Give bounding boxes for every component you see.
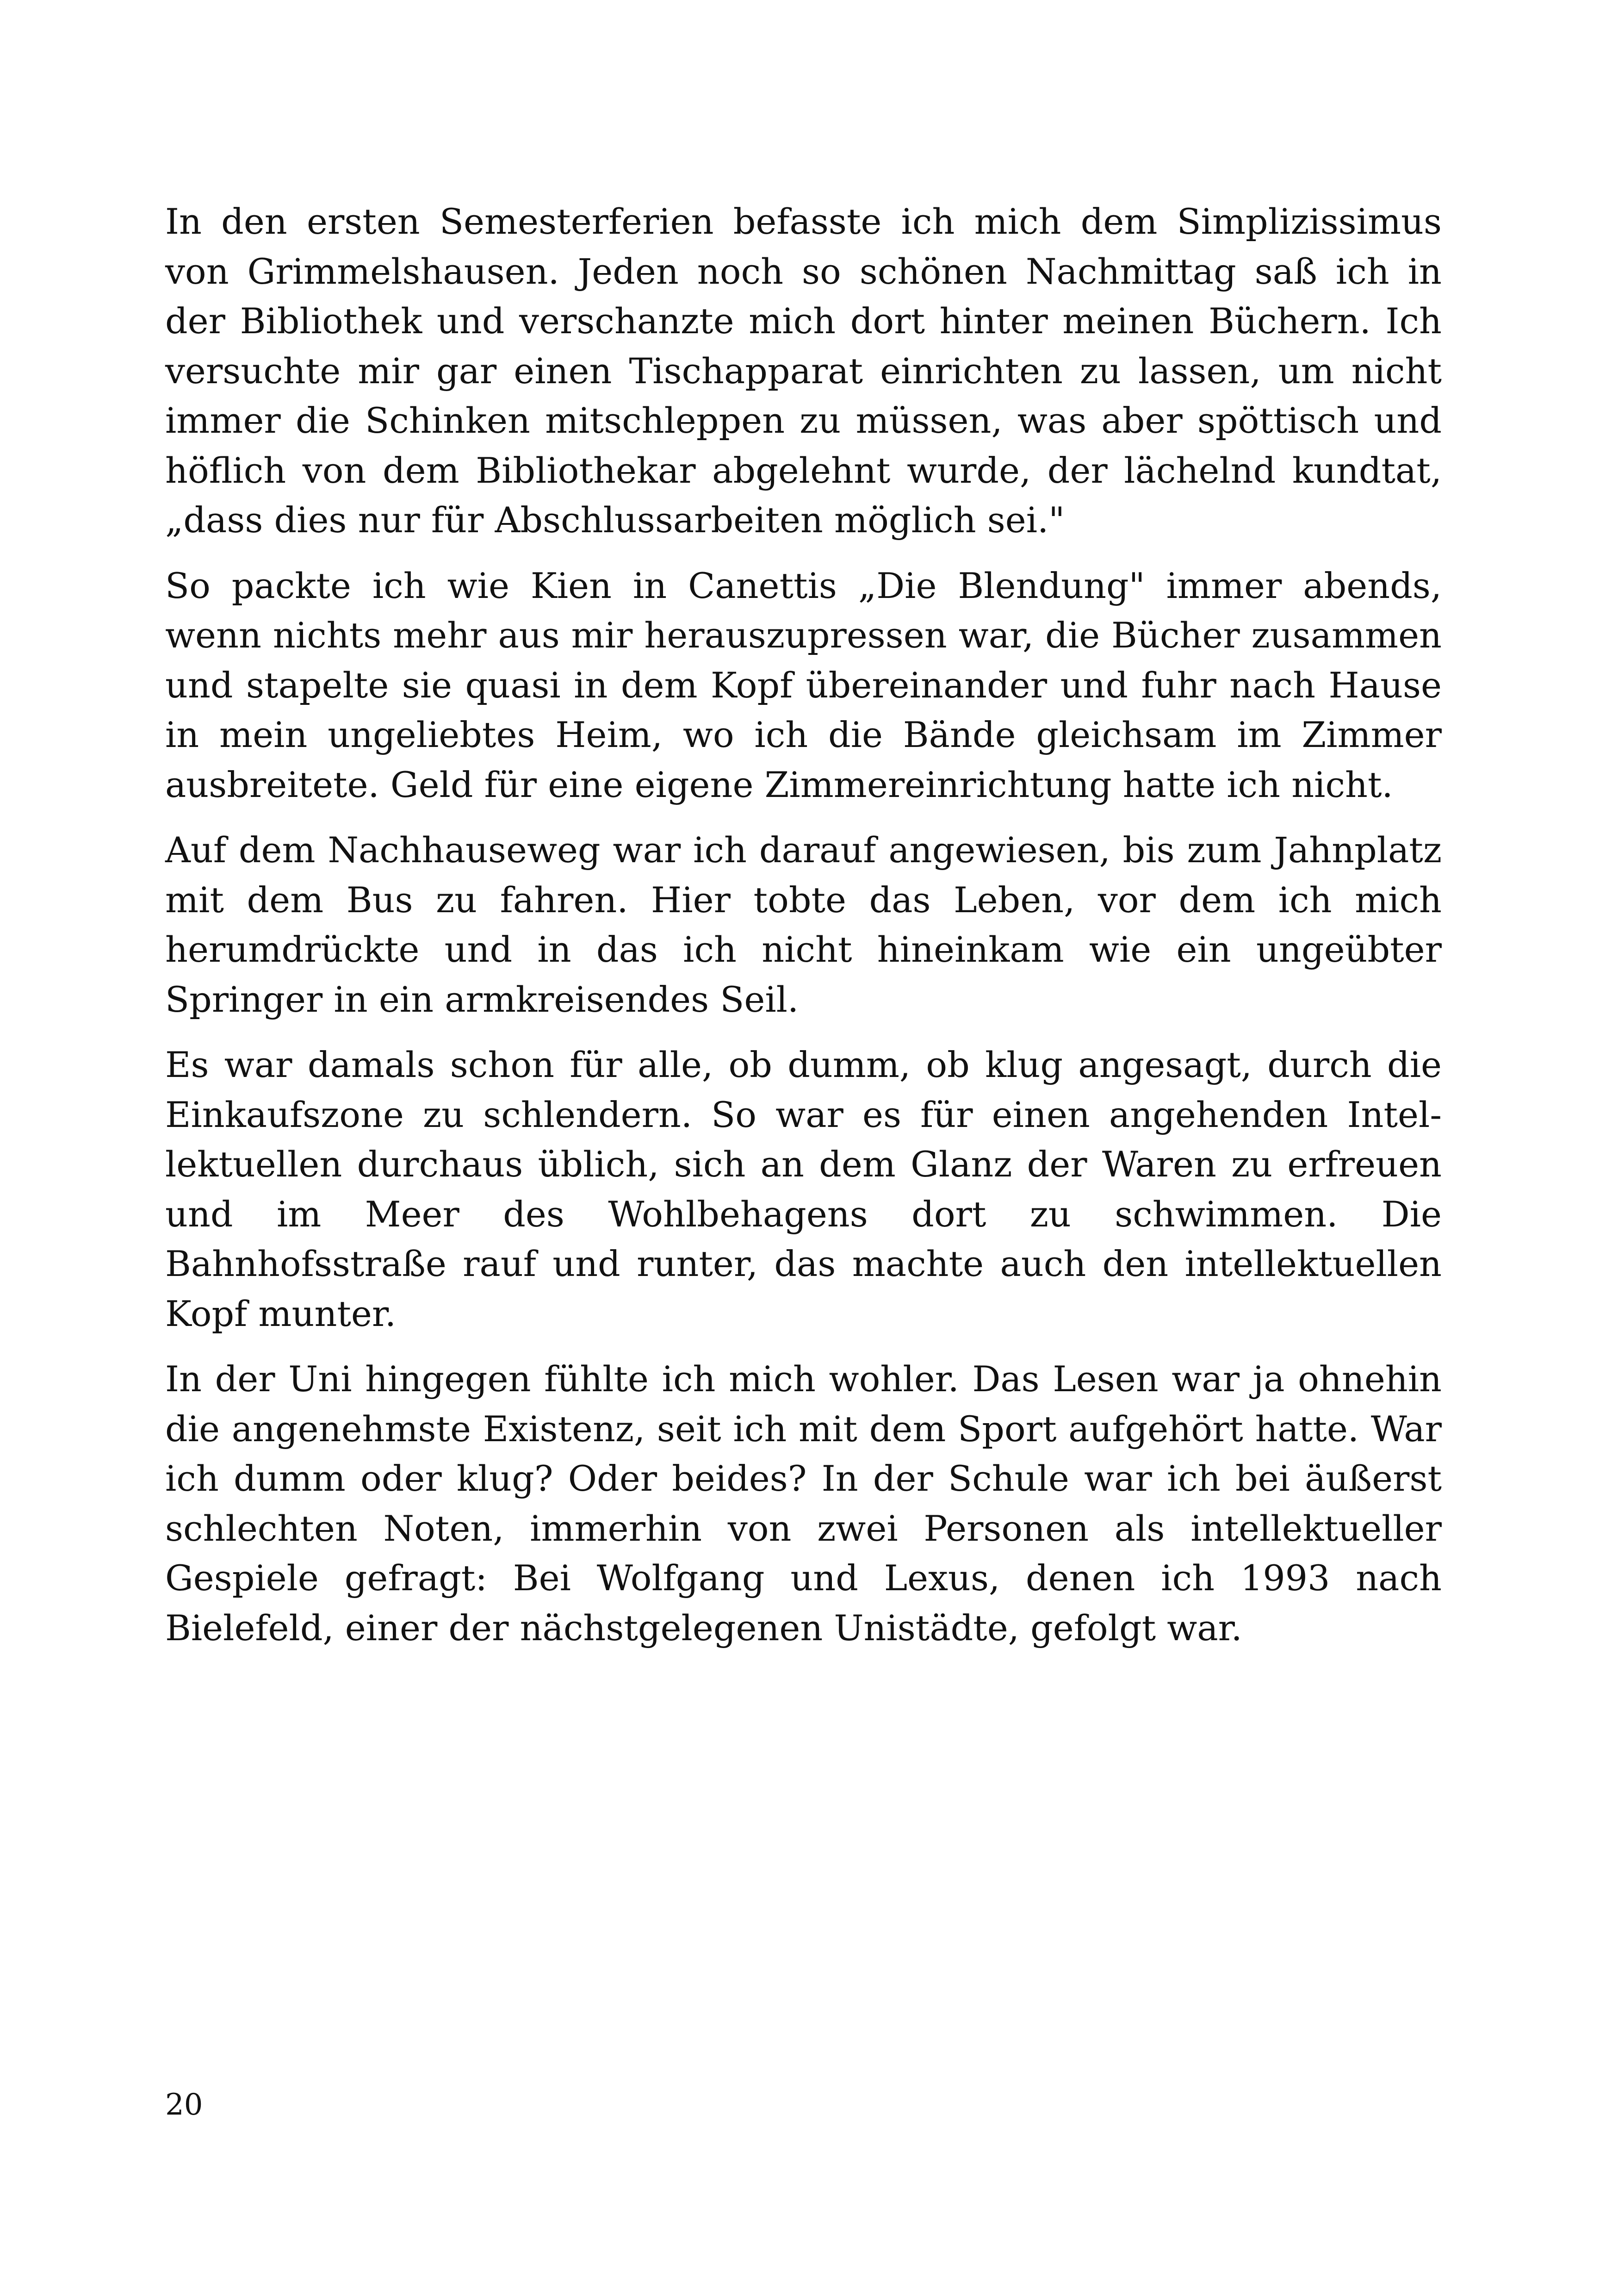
paragraph-3: Auf dem Nachhauseweg war ich darauf angewiesen, bis zum Jahnplatz mit dem Bus zu fahren. Hier tobte das Leben, vor dem ich mich herumdrückte und in das ich nicht hineinkam wie ein ungeübter Springer in ein armkreisendes Seil. <box>165 829 1442 1020</box>
page-number: 20 <box>165 2088 203 2122</box>
paragraph-4: Es war damals schon für alle, ob dumm, ob klug angesagt, durch die Einkaufszone zu schlendern. So war es für einen angehenden Intellektuellen durchaus üblich, sich an dem Glanz der Waren zu erfreuen und im Meer des Wohlbehagens dort zu schwimmen. Die Bahnhofsstraße rauf und runter, das machte auch den intellektuellen Kopf munter. <box>165 1044 1442 1334</box>
paragraph-1: In den ersten Semesterferien befasste ich mich dem Simplizissimus von Grimmelshausen. Jeden noch so schönen Nachmittag saß ich in der Bibliothek und verschanzte mich dort hinter meinen Büchern. Ich versuchte mir gar einen Tischapparat einrichten zu lassen, um nicht immer die Schinken mitschleppen zu müssen, was aber spöttisch und höflich von dem Bibliothekar abgelehnt wurde, der lächelnd kundtat, „dass dies nur für Abschlussarbeiten möglich sei." <box>165 201 1442 541</box>
paragraph-2: So packte ich wie Kien in Canettis „Die Blendung" immer abends, wenn nichts mehr aus mir herauszupressen war, die Bücher zusammen und stapelte sie quasi in dem Kopf übereinander und fuhr nach Hause in mein ungeliebtes Heim, wo ich die Bände gleichsam im Zimmer ausbreitete. Geld für eine eigene Zimmereinrichtung hatte ich nicht. <box>165 565 1442 805</box>
paragraph-5: In der Uni hingegen fühlte ich mich wohler. Das Lesen war ja ohnehin die angenehmste Existenz, seit ich mit dem Sport aufgehört hatte. War ich dumm oder klug? Oder beides? In der Schule war ich bei äußerst schlechten Noten, immerhin von zwei Personen als intellektueller Gespiele gefragt: Bei Wolfgang und Lexus, denen ich 1993 nach Bielefeld, einer der nächstgelegenen Unistädte, gefolgt war. <box>165 1358 1442 1649</box>
body-text <box>165 197 1442 1668</box>
